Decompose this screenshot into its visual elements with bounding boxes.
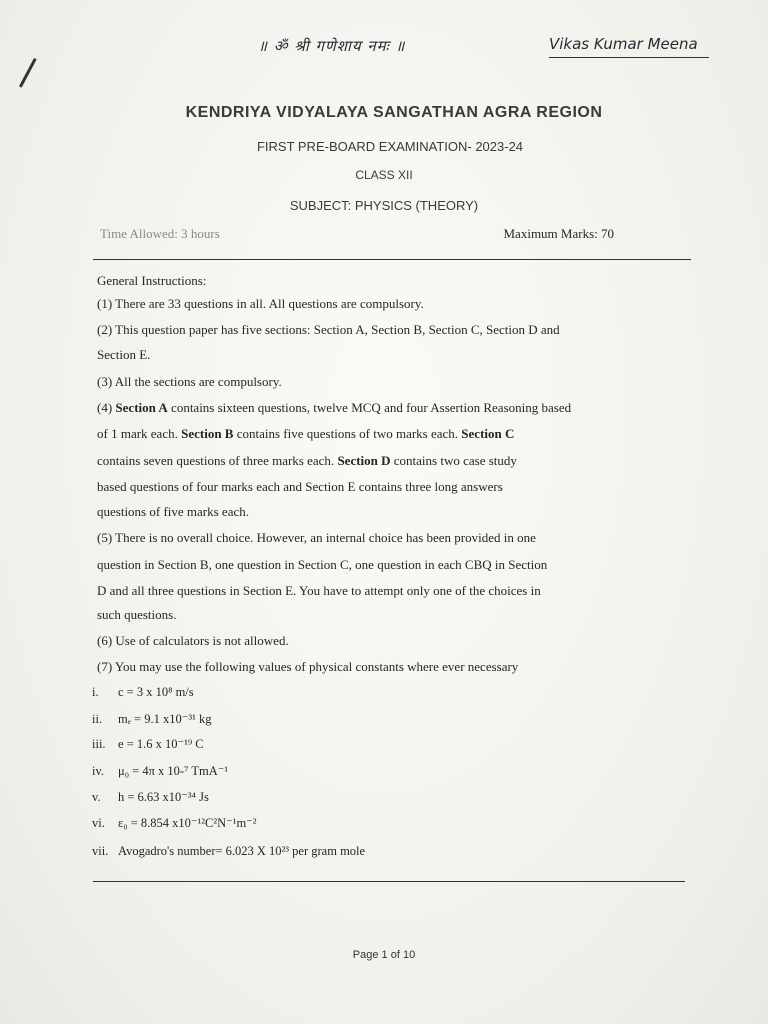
handwritten-tick-mark	[19, 58, 37, 88]
list-marker: vii.	[92, 844, 109, 858]
instruction-1: (1) There are 33 questions in all. All questions are compulsory.	[97, 296, 424, 311]
text-fragment: contains seven questions of three marks each.	[97, 453, 338, 468]
constant-value: c = 3 x 10⁸ m/s	[118, 685, 194, 699]
instruction-4-line-1	[97, 400, 571, 416]
instruction-4-line-3	[97, 453, 517, 469]
page-number: Page 1 of 10	[352, 949, 416, 961]
constant-value: h = 6.63 x10⁻³⁴ Js	[118, 790, 209, 804]
constant-value: μ₀ = 4π x 10-⁷ TmA⁻¹	[118, 764, 229, 778]
text-fragment: (4)	[97, 400, 116, 415]
list-marker: iv.	[92, 764, 105, 778]
divider-top	[93, 259, 691, 260]
constant-value: e = 1.6 x 10⁻¹⁹ C	[118, 737, 204, 751]
list-marker: ii.	[92, 712, 103, 726]
instruction-5-line-4: such questions.	[97, 607, 177, 622]
constant-permeability	[92, 763, 228, 779]
exam-title: FIRST PRE-BOARD EXAMINATION- 2023-24	[256, 139, 524, 154]
section-a-label: Section A	[115, 400, 168, 415]
handwritten-invocation: ॥ ॐ श्री गणेशाय नमः ॥	[258, 37, 406, 55]
section-c-label: Section C	[461, 426, 515, 441]
instruction-5-line-1: (5) There is no overall choice. However, an internal choice has been provided in one	[97, 530, 536, 545]
section-b-label: Section B	[181, 426, 234, 441]
organization-title: KENDRIYA VIDYALAYA SANGATHAN AGRA REGION	[185, 104, 603, 121]
divider-bottom	[93, 881, 685, 882]
constant-planck	[92, 789, 209, 805]
maximum-marks: Maximum Marks: 70	[503, 226, 614, 241]
instructions-heading: General Instructions:	[97, 273, 207, 288]
text-fragment: contains two case study	[390, 453, 517, 468]
instruction-5-line-2: question in Section B, one question in Section C, one question in each CBQ in Section	[97, 557, 548, 572]
instruction-4-line-5: questions of five marks each.	[97, 504, 249, 519]
owner-underline	[549, 57, 709, 58]
constant-permittivity	[92, 815, 257, 831]
subject-label: SUBJECT: PHYSICS (THEORY)	[289, 198, 479, 213]
instruction-5-line-3: D and all three questions in Section E. You have to attempt only one of the choices in	[97, 583, 541, 598]
class-label: CLASS XII	[355, 168, 413, 182]
constant-value: Avogadro's number= 6.023 X 10²³ per gram mole	[118, 844, 366, 858]
instruction-4-line-2	[97, 426, 514, 442]
list-marker: vi.	[92, 816, 105, 830]
instruction-3: (3) All the sections are compulsory.	[97, 374, 282, 389]
time-allowed: Time Allowed: 3 hours	[100, 226, 220, 241]
constant-avogadro	[92, 844, 365, 859]
section-d-label: Section D	[337, 453, 391, 468]
list-marker: iii.	[92, 737, 106, 751]
instruction-2-line-1: (2) This question paper has five sections: Section A, Section B, Section C, Section D and	[97, 322, 560, 337]
text-fragment: contains five questions of two marks each.	[233, 426, 462, 441]
constant-value: mₑ = 9.1 x10⁻³¹ kg	[118, 712, 212, 726]
handwritten-owner-name: Vikas Kumar Meena	[549, 35, 698, 53]
text-fragment: of 1 mark each.	[97, 426, 182, 441]
constant-value: ε₀ = 8.854 x10⁻¹²C²N⁻¹m⁻²	[118, 816, 257, 830]
text-fragment: contains sixteen questions, twelve MCQ and four Assertion Reasoning based	[167, 400, 572, 415]
list-marker: v.	[92, 790, 101, 804]
instruction-4-line-4: based questions of four marks each and Section E contains three long answers	[97, 479, 503, 494]
instruction-6: (6) Use of calculators is not allowed.	[97, 633, 289, 648]
instruction-2-line-2: Section E.	[97, 347, 151, 362]
instruction-7: (7) You may use the following values of physical constants where ever necessary	[97, 659, 519, 674]
constant-electron-mass	[92, 711, 211, 727]
constant-speed-of-light	[92, 685, 194, 700]
list-marker: i.	[92, 685, 99, 699]
constant-electron-charge	[92, 736, 204, 752]
